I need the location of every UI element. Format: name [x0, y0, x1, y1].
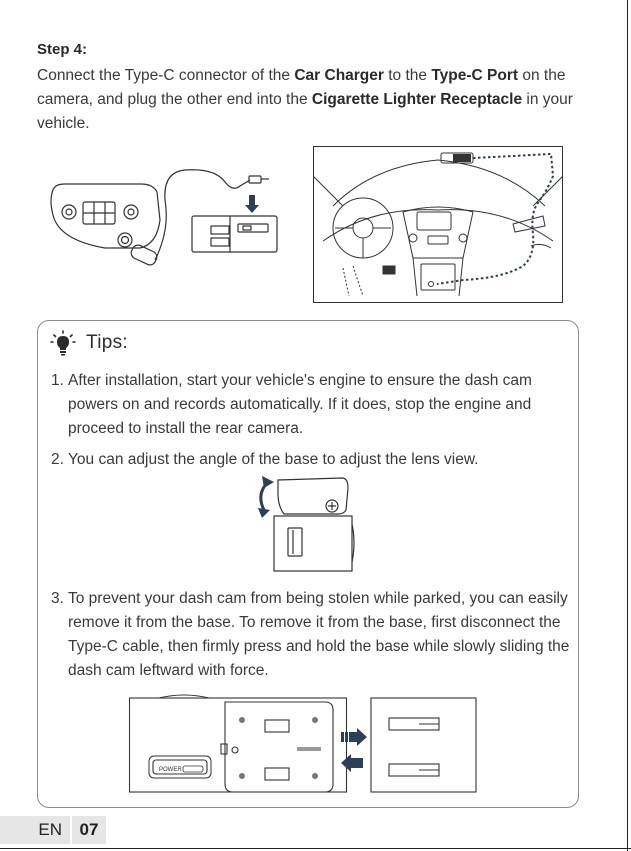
- step-text-2: to the: [383, 67, 432, 84]
- tip-item-3: [51, 587, 576, 683]
- lightbulb-icon: [50, 330, 76, 356]
- page-number: 07: [72, 816, 106, 844]
- term-cigarette-lighter: Cigarette Lighter Receptacle: [311, 91, 523, 108]
- footer-language: EN: [0, 816, 70, 844]
- power-label: POWER: [159, 767, 182, 773]
- step-instructions: [37, 64, 597, 136]
- base-angle-illustration: [248, 474, 358, 574]
- tip-item-2: [51, 448, 561, 472]
- step-text-3: on the camera, and plug the other end into the: [37, 67, 566, 108]
- step-text-4: in your vehicle.: [37, 91, 573, 132]
- car-charger-illustration: [45, 160, 280, 275]
- term-car-charger: Car Charger: [294, 67, 384, 84]
- page-frame-right: [627, 0, 628, 851]
- tip-number: 1.: [51, 372, 64, 389]
- base-removal-illustration: [129, 692, 479, 798]
- tip-number: 3.: [51, 590, 64, 607]
- step-text-1: Connect the Type-C connector of the: [37, 67, 295, 84]
- tips-title: Tips:: [86, 332, 128, 353]
- term-type-c-port: Type-C Port: [431, 67, 519, 84]
- tip-text: You can adjust the angle of the base to adjust the lens view.: [68, 451, 479, 468]
- tip-text: After installation, start your vehicle's engine to ensure the dash cam powers on and records automatically. If it does, stop the engine and proceed to install the rear camera.: [68, 372, 532, 437]
- tip-text: To prevent your dash cam from being stolen while parked, you can easily remove it from the base. To remove it from the base, first disconnect the Type-C cable, then firmly press and hold the base while slowly sliding the dash cam leftward with force.: [68, 590, 570, 679]
- tip-number: 2.: [51, 451, 64, 468]
- tips-header: [50, 330, 128, 356]
- car-interior-illustration: [313, 146, 563, 304]
- page-frame-bottom: [0, 848, 631, 849]
- step-title: Step 4:: [37, 41, 88, 58]
- tip-item-1: [51, 369, 561, 441]
